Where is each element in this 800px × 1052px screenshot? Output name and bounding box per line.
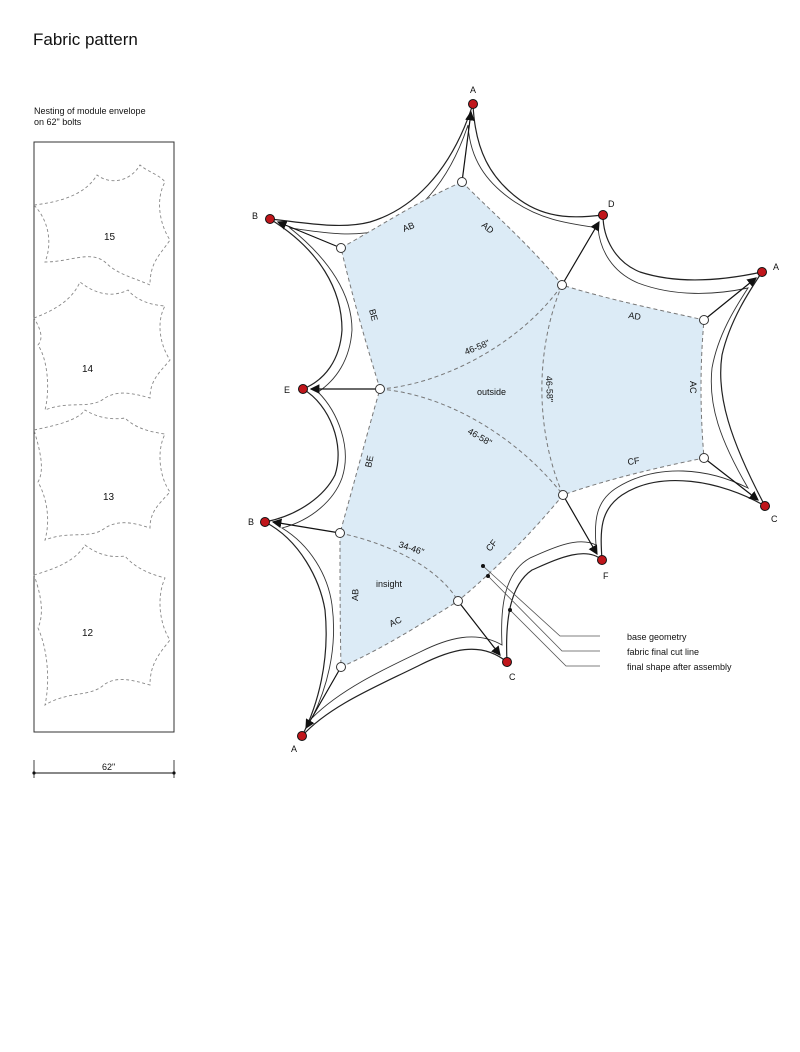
anchor-label-a-right: A: [773, 262, 780, 272]
legend-leader-cut: [488, 576, 600, 651]
nesting-caption-line1: Nesting of module envelope: [34, 106, 146, 116]
node-center: [558, 281, 567, 290]
anchor-label-c-bottom: C: [509, 672, 516, 682]
edge-label-ab-top: AB: [401, 220, 416, 234]
anchor-label-b-lower: B: [248, 517, 255, 527]
node-bottom: [454, 597, 463, 606]
arrow-a-bottom: [306, 667, 341, 728]
legend-final-shape: final shape after assembly: [627, 662, 732, 672]
anchor-e: [299, 385, 308, 394]
edge-label-be-lower: BE: [363, 454, 376, 469]
anchor-label-b-top: B: [252, 211, 259, 221]
edge-label-be-upper: BE: [367, 307, 380, 323]
node-top: [458, 178, 467, 187]
anchor-label-c-right: C: [771, 514, 778, 524]
node-lower-left: [336, 529, 345, 538]
anchor-label-a-top: A: [470, 85, 477, 95]
arrow-c-bottom: [458, 601, 500, 655]
anchor-label-f: F: [603, 571, 609, 581]
legend-dot-cut: [486, 574, 490, 578]
nesting-caption-line2: on 62" bolts: [34, 117, 82, 127]
node-lower-center: [559, 491, 568, 500]
node-right-top: [700, 316, 709, 325]
region-label-outside: outside: [477, 387, 507, 397]
edge-label-ad-top: AD: [479, 219, 496, 236]
edge-label-cf-right: CF: [626, 455, 641, 467]
arrow-d: [562, 222, 599, 285]
region-label-insight: insight: [376, 579, 403, 589]
anchor-b-top: [266, 215, 275, 224]
legend-leader-final: [510, 610, 600, 666]
anchor-a-right: [758, 268, 767, 277]
anchor-label-d: D: [608, 199, 615, 209]
anchor-b-lower: [261, 518, 270, 527]
edge-label-ad-right: AD: [627, 310, 642, 323]
dim-label-lower-diag: 46-58": [466, 426, 494, 448]
module-label-15: 15: [104, 232, 116, 243]
dim-label-upper-diag: 46-58": [463, 337, 492, 357]
page-title: Fabric pattern: [33, 30, 138, 49]
anchor-a-bottom: [298, 732, 307, 741]
anchor-d: [599, 211, 608, 220]
dim-label-inner: 34-46": [397, 539, 426, 558]
anchor-label-e: E: [284, 385, 291, 395]
legend-cut-line: fabric final cut line: [627, 647, 700, 657]
edge-label-ab-lower: AB: [350, 588, 361, 602]
node-upper-left: [337, 244, 346, 253]
dim-label-vertical: 46-58": [544, 375, 555, 403]
width-label: 62": [102, 762, 116, 772]
node-right-bottom: [700, 454, 709, 463]
arrow-a-right: [704, 278, 756, 320]
edge-label-ac-right: AC: [688, 381, 698, 394]
edge-label-ac-lower: AC: [387, 614, 404, 629]
anchor-label-a-bottom: A: [291, 744, 298, 754]
module-label-14: 14: [82, 364, 94, 375]
legend-dot-base: [481, 564, 485, 568]
node-left: [376, 385, 385, 394]
legend-leader-base: [483, 566, 600, 636]
anchor-f: [598, 556, 607, 565]
edge-label-cf-lower: CF: [483, 537, 500, 554]
anchor-a-top: [469, 100, 478, 109]
anchor-c-right: [761, 502, 770, 511]
base-geometry-fill: [340, 182, 704, 667]
arrow-c-right: [704, 458, 758, 500]
anchor-c-bottom: [503, 658, 512, 667]
module-label-13: 13: [103, 492, 115, 503]
legend-dot-final: [508, 608, 512, 612]
arrow-f: [563, 495, 597, 554]
module-label-12: 12: [82, 628, 94, 639]
legend-base-geometry: base geometry: [627, 632, 687, 642]
node-bottom-left: [337, 663, 346, 672]
